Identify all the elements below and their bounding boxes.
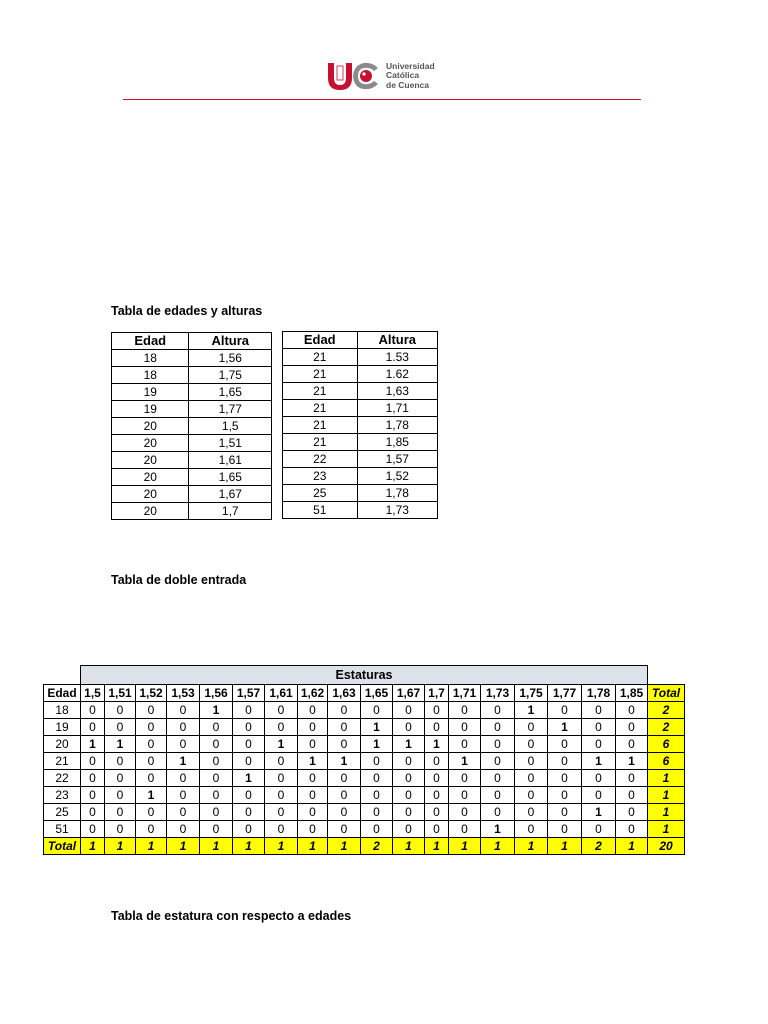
altura-cell: 1,5 xyxy=(189,418,272,435)
ages-heights-table-1 xyxy=(111,332,272,520)
frequency-cell: 1 xyxy=(265,736,298,753)
frequency-cell: 0 xyxy=(548,736,582,753)
altura-cell: 1,67 xyxy=(189,486,272,503)
frequency-cell: 0 xyxy=(481,770,515,787)
frequency-cell: 1 xyxy=(81,736,105,753)
table-row xyxy=(283,434,438,451)
frequency-cell: 1 xyxy=(361,736,393,753)
frequency-cell: 0 xyxy=(167,719,200,736)
height-column-header: 1,78 xyxy=(582,685,616,702)
height-column-header: 1,53 xyxy=(167,685,200,702)
frequency-cell: 0 xyxy=(200,770,233,787)
frequency-cell: 0 xyxy=(233,787,265,804)
age-row-header: 25 xyxy=(44,804,81,821)
altura-cell: 1,7 xyxy=(189,503,272,520)
frequency-cell: 0 xyxy=(200,804,233,821)
frequency-cell: 0 xyxy=(582,702,616,719)
edad-cell: 22 xyxy=(283,451,358,468)
height-column-header: 1,57 xyxy=(233,685,265,702)
table-row xyxy=(283,468,438,485)
altura-cell: 1,65 xyxy=(189,384,272,401)
frequency-cell: 0 xyxy=(105,702,136,719)
frequency-cell: 0 xyxy=(298,804,328,821)
frequency-cell: 0 xyxy=(449,804,481,821)
frequency-cell: 0 xyxy=(81,770,105,787)
table-row xyxy=(112,486,272,503)
edad-cell: 20 xyxy=(112,469,189,486)
frequency-cell: 0 xyxy=(449,719,481,736)
university-logo xyxy=(326,60,435,92)
frequency-cell: 1 xyxy=(328,753,361,770)
frequency-cell: 0 xyxy=(81,804,105,821)
frequency-cell: 0 xyxy=(105,787,136,804)
altura-cell: 1,57 xyxy=(357,451,438,468)
table-row xyxy=(112,350,272,367)
frequency-cell: 0 xyxy=(616,787,648,804)
frequency-cell: 0 xyxy=(136,821,167,838)
corner-header-edad: Edad xyxy=(44,685,81,702)
frequency-cell: 0 xyxy=(616,719,648,736)
frequency-cell: 0 xyxy=(298,770,328,787)
frequency-cell: 0 xyxy=(81,753,105,770)
age-row-header: 21 xyxy=(44,753,81,770)
header-divider xyxy=(123,99,641,100)
altura-cell: 1,78 xyxy=(357,417,438,434)
column-total-cell: 1 xyxy=(481,838,515,855)
height-column-header: 1,77 xyxy=(548,685,582,702)
logo-line-2: Católica xyxy=(386,70,420,81)
table-row xyxy=(283,451,438,468)
frequency-cell: 0 xyxy=(81,702,105,719)
frequency-cell: 0 xyxy=(515,787,548,804)
table-row xyxy=(283,349,438,366)
column-total-cell: 2 xyxy=(361,838,393,855)
column-total-cell: 1 xyxy=(167,838,200,855)
column-total-cell: 1 xyxy=(449,838,481,855)
altura-cell: 1,71 xyxy=(357,400,438,417)
frequency-cell: 0 xyxy=(328,804,361,821)
column-total-cell: 1 xyxy=(328,838,361,855)
frequency-cell: 0 xyxy=(298,702,328,719)
frequency-cell: 0 xyxy=(328,821,361,838)
column-total-cell: 1 xyxy=(425,838,449,855)
frequency-cell: 0 xyxy=(328,702,361,719)
edad-cell: 20 xyxy=(112,418,189,435)
frequency-cell: 0 xyxy=(136,736,167,753)
frequency-cell: 1 xyxy=(548,719,582,736)
frequency-cell: 0 xyxy=(393,770,425,787)
frequency-cell: 0 xyxy=(200,787,233,804)
frequency-cell: 1 xyxy=(105,736,136,753)
table-row xyxy=(283,502,438,519)
frequency-cell: 0 xyxy=(393,787,425,804)
frequency-cell: 0 xyxy=(105,770,136,787)
edad-cell: 20 xyxy=(112,486,189,503)
height-column-header: 1,71 xyxy=(449,685,481,702)
table-row xyxy=(44,770,685,787)
frequency-cell: 1 xyxy=(582,804,616,821)
frequency-cell: 0 xyxy=(167,804,200,821)
altura-cell: 1,73 xyxy=(357,502,438,519)
column-total-cell: 1 xyxy=(616,838,648,855)
frequency-cell: 0 xyxy=(81,821,105,838)
frequency-cell: 0 xyxy=(393,753,425,770)
table-row xyxy=(112,401,272,418)
frequency-cell: 0 xyxy=(425,719,449,736)
frequency-cell: 0 xyxy=(425,753,449,770)
frequency-cell: 0 xyxy=(515,736,548,753)
frequency-cell: 0 xyxy=(136,804,167,821)
frequency-cell: 0 xyxy=(105,753,136,770)
row-total-cell: 2 xyxy=(648,719,685,736)
frequency-cell: 0 xyxy=(548,787,582,804)
age-row-header: 22 xyxy=(44,770,81,787)
table-row xyxy=(112,435,272,452)
table-row xyxy=(44,804,685,821)
column-total-cell: 1 xyxy=(265,838,298,855)
frequency-cell: 0 xyxy=(265,787,298,804)
frequency-cell: 0 xyxy=(233,736,265,753)
frequency-cell: 0 xyxy=(361,702,393,719)
edad-cell: 21 xyxy=(283,434,358,451)
frequency-cell: 0 xyxy=(136,702,167,719)
frequency-cell: 0 xyxy=(449,736,481,753)
frequency-cell: 0 xyxy=(515,770,548,787)
height-column-header: 1,61 xyxy=(265,685,298,702)
frequency-cell: 0 xyxy=(167,770,200,787)
frequency-cell: 0 xyxy=(548,821,582,838)
table-row xyxy=(112,452,272,469)
altura-cell: 1,61 xyxy=(189,452,272,469)
frequency-cell: 0 xyxy=(481,702,515,719)
frequency-cell: 1 xyxy=(298,753,328,770)
frequency-cell: 1 xyxy=(361,719,393,736)
logo-line-3: de Cuenca xyxy=(386,79,429,90)
frequency-cell: 0 xyxy=(167,702,200,719)
altura-cell: 1,52 xyxy=(357,468,438,485)
frequency-cell: 0 xyxy=(298,719,328,736)
frequency-cell: 0 xyxy=(200,821,233,838)
frequency-cell: 0 xyxy=(298,821,328,838)
column-total-cell: 1 xyxy=(81,838,105,855)
blank-corner xyxy=(44,666,81,685)
caption-height-vs-age: Tabla de estatura con respecto a edades xyxy=(111,909,352,923)
row-total-cell: 2 xyxy=(648,702,685,719)
height-column-header: 1,85 xyxy=(616,685,648,702)
table-row xyxy=(44,787,685,804)
height-column-header: 1,63 xyxy=(328,685,361,702)
edad-cell: 25 xyxy=(283,485,358,502)
frequency-cell: 0 xyxy=(449,821,481,838)
caption-double-entry: Tabla de doble entrada xyxy=(111,573,247,587)
row-total-cell: 1 xyxy=(648,804,685,821)
frequency-cell: 1 xyxy=(481,821,515,838)
frequency-cell: 0 xyxy=(265,821,298,838)
edad-cell: 21 xyxy=(283,383,358,400)
altura-cell: 1,77 xyxy=(189,401,272,418)
altura-cell: 1,56 xyxy=(189,350,272,367)
frequency-cell: 0 xyxy=(481,787,515,804)
frequency-cell: 0 xyxy=(425,821,449,838)
table-row xyxy=(44,821,685,838)
frequency-cell: 0 xyxy=(167,821,200,838)
frequency-cell: 0 xyxy=(616,770,648,787)
frequency-cell: 0 xyxy=(548,770,582,787)
edad-cell: 19 xyxy=(112,401,189,418)
table-row xyxy=(44,719,685,736)
frequency-cell: 0 xyxy=(515,719,548,736)
frequency-cell: 0 xyxy=(582,770,616,787)
age-row-header: 19 xyxy=(44,719,81,736)
height-column-header: 1,62 xyxy=(298,685,328,702)
frequency-cell: 0 xyxy=(298,736,328,753)
frequency-cell: 0 xyxy=(136,719,167,736)
table-row xyxy=(112,503,272,520)
table-row xyxy=(44,736,685,753)
altura-cell: 1,75 xyxy=(189,367,272,384)
frequency-cell: 1 xyxy=(515,702,548,719)
frequency-cell: 0 xyxy=(361,770,393,787)
logo-wordmark xyxy=(386,62,435,91)
column-total-cell: 1 xyxy=(548,838,582,855)
edad-cell: 21 xyxy=(283,417,358,434)
frequency-cell: 0 xyxy=(515,804,548,821)
frequency-cell: 1 xyxy=(200,702,233,719)
frequency-cell: 0 xyxy=(425,770,449,787)
altura-cell: 1,78 xyxy=(357,485,438,502)
frequency-cell: 0 xyxy=(200,736,233,753)
height-column-header: 1,73 xyxy=(481,685,515,702)
totals-row-label: Total xyxy=(44,838,81,855)
edad-cell: 20 xyxy=(112,435,189,452)
table-row xyxy=(112,367,272,384)
altura-cell: 1,85 xyxy=(357,434,438,451)
height-column-header: 1,65 xyxy=(361,685,393,702)
column-total-cell: 1 xyxy=(233,838,265,855)
row-total-cell: 1 xyxy=(648,787,685,804)
frequency-cell: 0 xyxy=(105,719,136,736)
frequency-cell: 0 xyxy=(200,753,233,770)
frequency-cell: 0 xyxy=(328,719,361,736)
row-total-cell: 1 xyxy=(648,821,685,838)
altura-cell: 1,65 xyxy=(189,469,272,486)
frequency-cell: 0 xyxy=(425,787,449,804)
age-row-header: 20 xyxy=(44,736,81,753)
blank-corner xyxy=(648,666,685,685)
totals-row xyxy=(44,838,685,855)
frequency-cell: 0 xyxy=(105,804,136,821)
page-header xyxy=(0,0,768,110)
frequency-cell: 0 xyxy=(233,719,265,736)
frequency-cell: 0 xyxy=(481,719,515,736)
frequency-cell: 1 xyxy=(616,753,648,770)
frequency-cell: 0 xyxy=(425,804,449,821)
edad-cell: 18 xyxy=(112,367,189,384)
frequency-cell: 0 xyxy=(582,821,616,838)
double-entry-table xyxy=(43,665,685,855)
edad-cell: 51 xyxy=(283,502,358,519)
frequency-cell: 0 xyxy=(233,804,265,821)
edad-cell: 21 xyxy=(283,349,358,366)
frequency-cell: 0 xyxy=(393,719,425,736)
frequency-cell: 0 xyxy=(167,736,200,753)
frequency-cell: 0 xyxy=(449,787,481,804)
table-row xyxy=(283,400,438,417)
frequency-cell: 0 xyxy=(616,702,648,719)
column-header-edad: Edad xyxy=(283,332,358,349)
table-row xyxy=(112,384,272,401)
frequency-cell: 0 xyxy=(361,787,393,804)
frequency-cell: 0 xyxy=(481,804,515,821)
column-total-cell: 2 xyxy=(582,838,616,855)
edad-cell: 20 xyxy=(112,452,189,469)
frequency-cell: 0 xyxy=(548,753,582,770)
frequency-cell: 0 xyxy=(481,753,515,770)
frequency-cell: 0 xyxy=(481,736,515,753)
frequency-cell: 0 xyxy=(361,804,393,821)
frequency-cell: 0 xyxy=(265,719,298,736)
row-total-cell: 6 xyxy=(648,736,685,753)
estaturas-banner: Estaturas xyxy=(81,666,648,685)
frequency-cell: 0 xyxy=(393,821,425,838)
frequency-cell: 0 xyxy=(582,736,616,753)
column-header-altura: Altura xyxy=(357,332,438,349)
frequency-cell: 0 xyxy=(265,770,298,787)
frequency-cell: 0 xyxy=(81,787,105,804)
height-column-header: 1,52 xyxy=(136,685,167,702)
frequency-cell: 0 xyxy=(265,804,298,821)
ages-heights-table-2 xyxy=(282,331,438,519)
frequency-cell: 0 xyxy=(393,702,425,719)
column-header-edad: Edad xyxy=(112,333,189,350)
frequency-cell: 1 xyxy=(233,770,265,787)
edad-cell: 18 xyxy=(112,350,189,367)
frequency-cell: 0 xyxy=(515,821,548,838)
height-column-header: 1,51 xyxy=(105,685,136,702)
frequency-cell: 0 xyxy=(200,719,233,736)
total-column-header: Total xyxy=(648,685,685,702)
age-row-header: 18 xyxy=(44,702,81,719)
frequency-cell: 0 xyxy=(616,736,648,753)
frequency-cell: 0 xyxy=(233,821,265,838)
caption-ages-heights: Tabla de edades y alturas xyxy=(111,304,263,318)
frequency-cell: 1 xyxy=(582,753,616,770)
frequency-cell: 1 xyxy=(136,787,167,804)
column-total-cell: 1 xyxy=(105,838,136,855)
edad-cell: 20 xyxy=(112,503,189,520)
frequency-cell: 1 xyxy=(449,753,481,770)
frequency-cell: 0 xyxy=(425,702,449,719)
frequency-cell: 0 xyxy=(393,804,425,821)
table-row xyxy=(283,366,438,383)
altura-cell: 1.62 xyxy=(357,366,438,383)
column-total-cell: 1 xyxy=(393,838,425,855)
grand-total-cell: 20 xyxy=(648,838,685,855)
frequency-cell: 0 xyxy=(105,821,136,838)
frequency-cell: 0 xyxy=(265,702,298,719)
frequency-cell: 0 xyxy=(361,821,393,838)
frequency-cell: 0 xyxy=(328,736,361,753)
frequency-cell: 0 xyxy=(616,804,648,821)
edad-cell: 23 xyxy=(283,468,358,485)
frequency-cell: 0 xyxy=(449,702,481,719)
frequency-cell: 0 xyxy=(81,719,105,736)
frequency-cell: 0 xyxy=(449,770,481,787)
frequency-cell: 0 xyxy=(233,753,265,770)
column-total-cell: 1 xyxy=(200,838,233,855)
altura-cell: 1,51 xyxy=(189,435,272,452)
frequency-cell: 0 xyxy=(328,770,361,787)
frequency-cell: 0 xyxy=(582,787,616,804)
column-total-cell: 1 xyxy=(298,838,328,855)
table-row xyxy=(283,417,438,434)
row-total-cell: 1 xyxy=(648,770,685,787)
frequency-cell: 0 xyxy=(298,787,328,804)
edad-cell: 21 xyxy=(283,400,358,417)
altura-cell: 1,63 xyxy=(357,383,438,400)
frequency-cell: 0 xyxy=(265,753,298,770)
height-column-header: 1,7 xyxy=(425,685,449,702)
height-column-header: 1,5 xyxy=(81,685,105,702)
frequency-cell: 0 xyxy=(167,787,200,804)
frequency-cell: 0 xyxy=(616,821,648,838)
table-row xyxy=(44,702,685,719)
table-row xyxy=(44,753,685,770)
age-row-header: 51 xyxy=(44,821,81,838)
logo-line-1: Universidad xyxy=(386,60,435,71)
table-row xyxy=(112,469,272,486)
age-row-header: 23 xyxy=(44,787,81,804)
row-total-cell: 6 xyxy=(648,753,685,770)
altura-cell: 1.53 xyxy=(357,349,438,366)
frequency-cell: 0 xyxy=(515,753,548,770)
ucacue-logo-icon xyxy=(326,60,382,92)
frequency-cell: 0 xyxy=(361,753,393,770)
frequency-cell: 1 xyxy=(425,736,449,753)
frequency-cell: 0 xyxy=(582,719,616,736)
frequency-cell: 0 xyxy=(136,770,167,787)
frequency-cell: 0 xyxy=(548,804,582,821)
frequency-cell: 0 xyxy=(233,702,265,719)
column-total-cell: 1 xyxy=(136,838,167,855)
frequency-cell: 1 xyxy=(393,736,425,753)
height-column-header: 1,75 xyxy=(515,685,548,702)
column-total-cell: 1 xyxy=(515,838,548,855)
column-header-altura: Altura xyxy=(189,333,272,350)
edad-cell: 21 xyxy=(283,366,358,383)
edad-cell: 19 xyxy=(112,384,189,401)
table-row xyxy=(283,383,438,400)
frequency-cell: 1 xyxy=(167,753,200,770)
table-row xyxy=(283,485,438,502)
frequency-cell: 0 xyxy=(548,702,582,719)
frequency-cell: 0 xyxy=(136,753,167,770)
frequency-cell: 0 xyxy=(328,787,361,804)
height-column-header: 1,56 xyxy=(200,685,233,702)
height-column-header: 1,67 xyxy=(393,685,425,702)
table-row xyxy=(112,418,272,435)
